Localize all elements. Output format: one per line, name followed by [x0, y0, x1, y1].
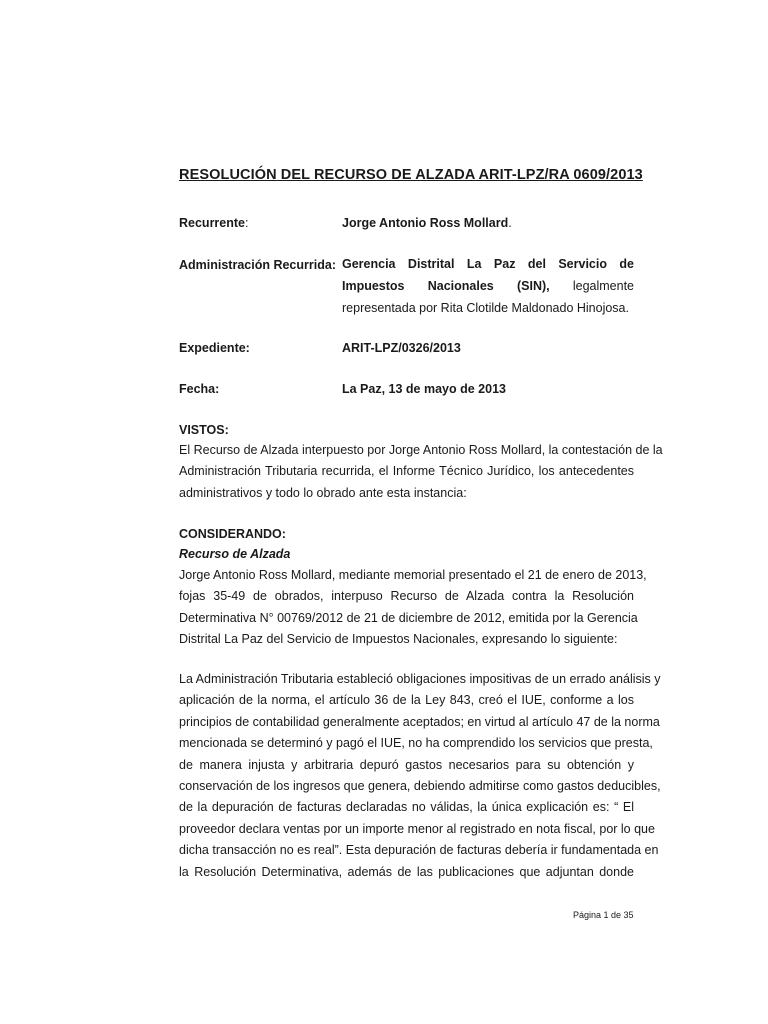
administracion-value — [342, 253, 634, 319]
paragraph-line: dicha transacción no es real”. Esta depuración de facturas debería ir fundamentada en — [179, 843, 659, 858]
vistos-line: El Recurso de Alzada interpuesto por Jorge Antonio Ross Mollard, la contestación de la — [179, 443, 663, 457]
page-number: Página 1 de 35 — [573, 910, 634, 920]
paragraph-line: Distrital La Paz del Servicio de Impuestos Nacionales, expresando lo siguiente: — [179, 632, 618, 647]
paragraph-line: principios de contabilidad generalmente aceptados; en virtud al artículo 47 de la norma — [179, 714, 660, 729]
fecha-value: La Paz, 13 de mayo de 2013 — [342, 382, 506, 396]
paragraph-line: proveedor declara ventas por un importe menor al registrado en nota fiscal, por lo que — [179, 821, 655, 836]
expediente-label: Expediente: — [179, 341, 250, 355]
recurrente-label-text: Recurrente — [179, 216, 245, 230]
paragraph-line: mencionada se determinó y pagó el IUE, no ha comprendido los servicios que presta, — [179, 736, 653, 751]
administracion-representative: legalmente representada por Rita Clotilde Maldonado Hinojosa. — [342, 279, 634, 315]
paragraph-line: de la depuración de facturas declaradas no válidas, la única explicación es: “ El — [179, 800, 634, 815]
recurrente-name: Jorge Antonio Ross Mollard — [342, 216, 509, 230]
administracion-label: Administración Recurrida: — [179, 258, 336, 272]
paragraph-line: la Resolución Determinativa, además de las publicaciones que adjuntan donde — [179, 864, 634, 879]
considerando-heading: CONSIDERANDO: — [179, 527, 286, 541]
recurrente-label-colon: : — [245, 216, 249, 230]
vistos-paragraph — [179, 440, 663, 504]
administracion-entity: Gerencia Distrital La Paz del Servicio de Impuestos Nacionales (SIN), — [342, 257, 634, 293]
considerando-paragraph-1 — [179, 565, 647, 651]
fecha-label: Fecha: — [179, 382, 220, 396]
document-title: RESOLUCIÓN DEL RECURSO DE ALZADA ARIT-LPZ/RA 0609/2013 — [179, 167, 643, 183]
recurrente-period: . — [508, 216, 512, 230]
vistos-line: Administración Tributaria recurrida, el Informe Técnico Jurídico, los antecedentes — [179, 464, 634, 479]
vistos-heading: VISTOS: — [179, 423, 229, 437]
paragraph-line: conservación de los ingresos que genera, debiendo admitirse como gastos deducibles, — [179, 779, 661, 794]
recurrente-label — [179, 216, 248, 230]
paragraph-line: de manera injusta y arbitraria depuró gastos necesarios para su obtención y — [179, 757, 634, 772]
recurso-alzada-subheading: Recurso de Alzada — [179, 547, 291, 561]
considerando-paragraph-2 — [179, 669, 661, 883]
paragraph-line: aplicación de la norma, el artículo 36 de la Ley 843, creó el IUE, conforme a los — [179, 693, 634, 708]
paragraph-line: La Administración Tributaria estableció obligaciones impositivas de un errado análisis y — [179, 672, 661, 686]
paragraph-line: Jorge Antonio Ross Mollard, mediante memorial presentado el 21 de enero de 2013, — [179, 568, 647, 582]
paragraph-line: fojas 35-49 de obrados, interpuso Recurso de Alzada contra la Resolución — [179, 589, 634, 604]
expediente-value: ARIT-LPZ/0326/2013 — [342, 341, 461, 355]
recurrente-value — [342, 212, 634, 234]
vistos-line: administrativos y todo lo obrado ante esta instancia: — [179, 485, 467, 500]
paragraph-line: Determinativa N° 00769/2012 de 21 de diciembre de 2012, emitida por la Gerencia — [179, 610, 638, 625]
